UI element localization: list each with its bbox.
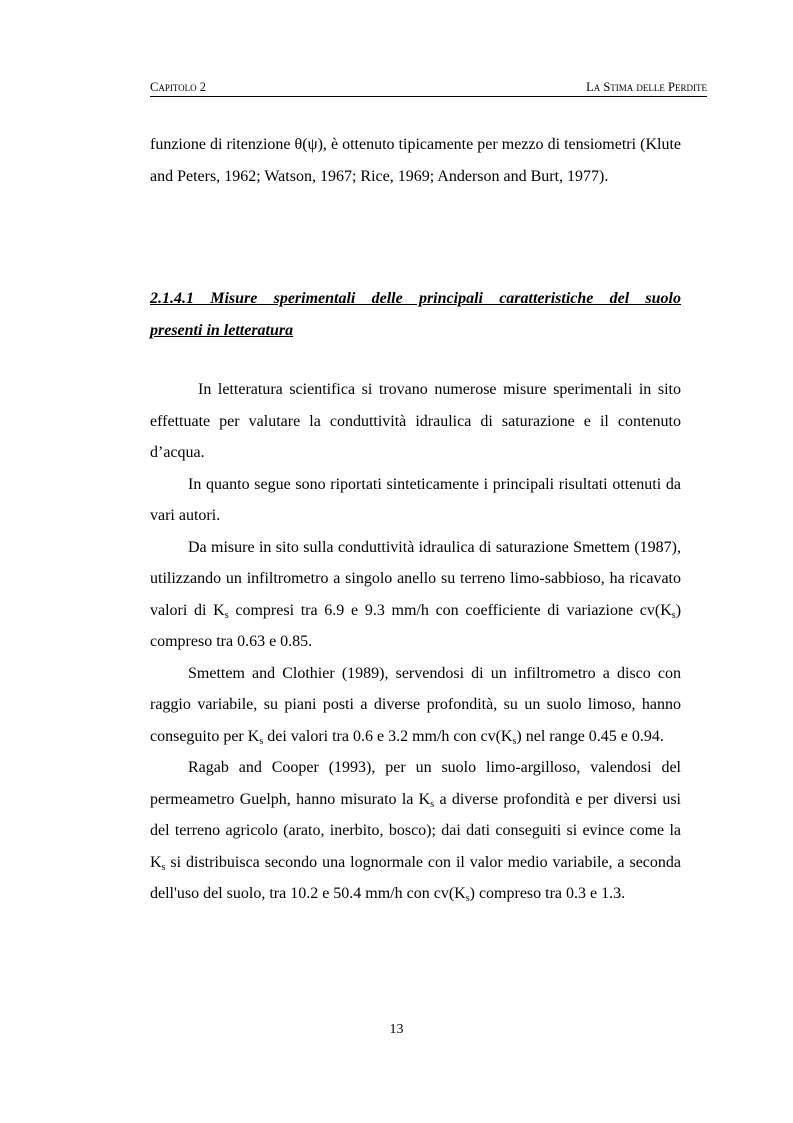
section-title-line-2: presenti in letteratura — [150, 321, 294, 339]
ks-subscript: s — [512, 735, 517, 747]
ks-subscript: s — [259, 735, 264, 747]
ks-subscript: s — [224, 609, 229, 621]
ks-subscript: s — [161, 861, 166, 873]
ks-subscript: s — [430, 798, 435, 810]
running-header — [150, 79, 707, 97]
page-number: 13 — [389, 1022, 404, 1037]
paragraph-1: In letteratura scientifica si trovano numerose misure sperimentali in sito effettuate per valutare la conduttività idraulica di saturazione e il contenuto d’acqua. — [150, 381, 681, 461]
intro-line-1: funzione di ritenzione θ(ψ), è ottenuto tipicamente per mezzo di tensiometri — [150, 136, 637, 153]
intro-paragraph — [150, 129, 681, 192]
paragraph-2: In quanto segue sono riportati sinteticamente i principali risultati ottenuti da vari autori. — [150, 475, 681, 524]
paragraph-3: Da misure in sito sulla conduttività idraulica di saturazione Smettem (1987), utilizzando un infiltrometro a singolo anello su terreno limo-sabbioso, ha ricavato valori di $K_s$ compresi tra 6.9 e 9.3 mm/h con coefficiente di variazione $cv(K_s)$ compreso tra 0.63 e 0.85. — [150, 538, 682, 650]
section-title-line-1: 2.1.4.1 Misure sperimentali delle principali caratteristiche del suolo — [150, 290, 681, 307]
main-text — [150, 374, 681, 910]
paragraph-4: Smettem and Clothier (1989), servendosi di un infiltrometro a disco con raggio variabile, su piani posti a diverse profondità, su un suolo limoso, hanno conseguito per $K_s$ dei valori tra 0.6 e 3.2 mm/h con $cv(K_s)$ nel range 0.45 e 0.94. — [150, 664, 681, 747]
paragraph-5: Ragab and Cooper (1993), per un suolo limo-argilloso, valendosi del permeametro Guelph, hanno misurato la $K_s$ a diverse profondità e per diversi usi del terreno agricolo (arato, inerbito, bosco); dai dati conseguiti si evince come la $K_s$ si distribuisca secondo una lognormale con il valor medio variabile, a seconda dell'uso del suolo, tra 10.2 e 50.4 mm/h con $cv(K_s)$ compreso tra 0.3 e 1.3. — [150, 759, 681, 904]
section-heading — [150, 283, 681, 346]
ks-subscript: s — [671, 609, 676, 621]
intro-line-2: (Klute and Peters, 1962; Watson, 1967; Rice, 1969; Anderson and Burt, 1977). — [150, 136, 681, 185]
ks-subscript: s — [465, 893, 470, 904]
section-label: La Stima delle Perdite — [586, 80, 707, 94]
chapter-label: Capitolo 2 — [150, 80, 207, 94]
